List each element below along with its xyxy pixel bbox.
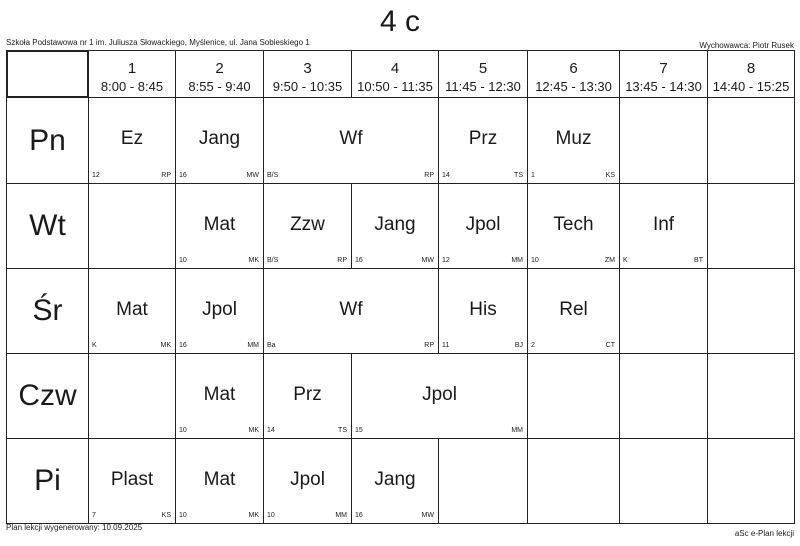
lesson-room: K xyxy=(623,257,628,264)
generated-date: Plan lekcji wygenerowany: 10.09.2025 xyxy=(6,523,143,532)
empty-slot xyxy=(619,97,708,184)
lesson-room: 2 xyxy=(531,342,535,349)
lesson-cell xyxy=(438,183,528,269)
period-number: 8 xyxy=(746,60,756,77)
empty-slot xyxy=(707,97,795,184)
lesson-subject: Prz xyxy=(293,384,322,405)
lesson-cell xyxy=(438,268,528,354)
lesson-subject: Mat xyxy=(116,299,148,320)
corner-cell xyxy=(6,50,89,98)
empty-slot xyxy=(619,353,708,439)
empty-slot xyxy=(707,268,795,354)
lesson-teacher: MM xyxy=(511,257,523,264)
period-time: 12:45 - 13:30 xyxy=(535,79,612,94)
lesson-room: 16 xyxy=(355,257,363,264)
lesson-teacher: MW xyxy=(421,257,434,264)
lesson-room: K xyxy=(92,342,97,349)
lesson-room: B/S xyxy=(267,172,279,179)
lesson-room: 10 xyxy=(267,512,275,519)
lesson-cell xyxy=(263,183,352,269)
lesson-room: 10 xyxy=(179,257,187,264)
day-cell-1 xyxy=(6,97,89,184)
period-time: 10:50 - 11:35 xyxy=(357,79,433,94)
lesson-cell xyxy=(175,438,264,524)
lesson-teacher: RP xyxy=(161,172,171,179)
lesson-cell xyxy=(88,438,176,524)
empty-slot xyxy=(88,183,176,269)
lesson-subject: Plast xyxy=(110,469,154,490)
lesson-subject: Wf xyxy=(339,299,363,320)
period-header-5 xyxy=(438,50,528,98)
day-cell-5 xyxy=(6,438,89,524)
lesson-cell xyxy=(263,353,352,439)
lesson-room: 14 xyxy=(442,172,450,179)
lesson-room: 7 xyxy=(92,512,96,519)
empty-slot xyxy=(707,183,795,269)
lesson-teacher: RP xyxy=(337,257,347,264)
period-header-3 xyxy=(263,50,352,98)
lesson-room: 16 xyxy=(179,342,187,349)
period-time: 14:40 - 15:25 xyxy=(712,79,790,94)
period-time: 13:45 - 14:30 xyxy=(625,79,702,94)
day-cell-3 xyxy=(6,268,89,354)
period-time: 9:50 - 10:35 xyxy=(272,79,343,94)
lesson-subject: Mat xyxy=(203,214,236,235)
lesson-subject: Inf xyxy=(652,214,675,235)
lesson-teacher: MK xyxy=(160,342,171,349)
empty-slot xyxy=(527,353,620,439)
day-label: Czw xyxy=(18,379,77,412)
lesson-room: 10 xyxy=(179,427,187,434)
period-number: 2 xyxy=(215,60,224,77)
empty-slot xyxy=(619,268,708,354)
day-label: Pi xyxy=(34,464,61,497)
lesson-cell xyxy=(527,268,620,354)
period-header-7 xyxy=(619,50,708,98)
class-teacher: Wychowawca: Piotr Rusek xyxy=(699,41,794,50)
day-cell-2 xyxy=(6,183,89,269)
lesson-teacher: MM xyxy=(511,427,523,434)
class-title: 4 c xyxy=(379,5,421,38)
day-label: Śr xyxy=(32,294,63,327)
lesson-teacher: MK xyxy=(248,512,259,519)
lesson-teacher: BT xyxy=(694,257,703,264)
lesson-cell xyxy=(175,353,264,439)
period-number: 6 xyxy=(569,60,578,77)
lesson-subject: Jpol xyxy=(290,469,325,490)
lesson-cell xyxy=(175,183,264,269)
period-number: 4 xyxy=(390,60,400,77)
empty-slot xyxy=(707,353,795,439)
period-number: 5 xyxy=(478,60,488,77)
lesson-subject: Prz xyxy=(468,128,498,149)
lesson-subject: Rel xyxy=(559,299,588,320)
day-cell-4 xyxy=(6,353,89,439)
lesson-cell xyxy=(263,268,439,354)
timetable-grid xyxy=(6,50,794,523)
lesson-subject: His xyxy=(469,299,497,320)
lesson-cell xyxy=(527,183,620,269)
lesson-teacher: MM xyxy=(247,342,259,349)
lesson-subject: Jang xyxy=(374,214,416,235)
lesson-subject: Jpol xyxy=(465,214,501,235)
lesson-room: 10 xyxy=(531,257,539,264)
lesson-cell xyxy=(351,183,439,269)
period-number: 1 xyxy=(127,60,137,77)
lesson-subject: Mat xyxy=(203,469,236,490)
lesson-cell xyxy=(263,438,352,524)
lesson-room: Ba xyxy=(267,342,276,349)
lesson-subject: Zzw xyxy=(290,214,325,235)
lesson-cell xyxy=(263,97,439,184)
lesson-room: 1 xyxy=(531,172,535,179)
lesson-teacher: MM xyxy=(335,512,347,519)
period-header-1 xyxy=(88,50,176,98)
lesson-teacher: MK xyxy=(248,427,259,434)
lesson-cell xyxy=(438,97,528,184)
lesson-subject: Jpol xyxy=(202,299,237,320)
lesson-cell xyxy=(88,268,176,354)
empty-slot xyxy=(707,438,795,524)
lesson-subject: Jpol xyxy=(422,384,457,405)
lesson-room: 15 xyxy=(355,427,363,434)
school-name: Szkoła Podstawowa nr 1 im. Juliusza Słowackiego, Myślenice, ul. Jana Sobieskiego 1 xyxy=(6,38,310,47)
generator-brand: aSc e-Plan lekcji xyxy=(734,529,794,538)
lesson-cell xyxy=(175,97,264,184)
lesson-teacher: MW xyxy=(421,512,434,519)
day-label: Pn xyxy=(29,123,66,157)
lesson-teacher: MK xyxy=(248,257,259,264)
lesson-room: B/S xyxy=(267,257,279,264)
lesson-cell xyxy=(351,353,528,439)
empty-slot xyxy=(438,438,528,524)
lesson-teacher: MW xyxy=(246,172,259,179)
empty-slot xyxy=(527,438,620,524)
empty-slot xyxy=(619,438,708,524)
lesson-subject: Mat xyxy=(203,384,236,405)
lesson-room: 16 xyxy=(179,172,187,179)
lesson-teacher: CT xyxy=(605,342,615,349)
lesson-teacher: TS xyxy=(338,427,347,434)
lesson-subject: Jang xyxy=(374,469,416,490)
lesson-cell xyxy=(88,97,176,184)
lesson-room: 12 xyxy=(442,257,450,264)
lesson-room: 16 xyxy=(355,512,363,519)
lesson-teacher: KS xyxy=(605,172,615,179)
lesson-teacher: BJ xyxy=(514,342,523,349)
lesson-subject: Jang xyxy=(198,128,241,149)
lesson-cell xyxy=(351,438,439,524)
lesson-teacher: RP xyxy=(424,172,434,179)
lesson-room: 12 xyxy=(92,172,100,179)
lesson-teacher: ZM xyxy=(604,257,615,264)
lesson-cell xyxy=(619,183,708,269)
lesson-subject: Wf xyxy=(339,128,363,149)
lesson-teacher: RP xyxy=(424,342,434,349)
period-number: 7 xyxy=(659,60,668,77)
day-label: Wt xyxy=(29,209,66,242)
period-time: 8:00 - 8:45 xyxy=(100,79,164,94)
period-header-8 xyxy=(707,50,795,98)
period-time: 8:55 - 9:40 xyxy=(188,79,251,94)
lesson-teacher: TS xyxy=(514,172,523,179)
empty-slot xyxy=(88,353,176,439)
lesson-subject: Tech xyxy=(553,214,594,235)
lesson-cell xyxy=(175,268,264,354)
lesson-subject: Muz xyxy=(555,128,592,149)
lesson-room: 14 xyxy=(267,427,275,434)
lesson-room: 11 xyxy=(442,342,450,349)
lesson-cell xyxy=(527,97,620,184)
lesson-room: 10 xyxy=(179,512,187,519)
lesson-teacher: KS xyxy=(161,512,171,519)
lesson-subject: Ez xyxy=(120,128,144,149)
period-time: 11:45 - 12:30 xyxy=(445,79,521,94)
period-header-6 xyxy=(527,50,620,98)
period-header-2 xyxy=(175,50,264,98)
period-number: 3 xyxy=(303,60,312,77)
period-header-4 xyxy=(351,50,439,98)
